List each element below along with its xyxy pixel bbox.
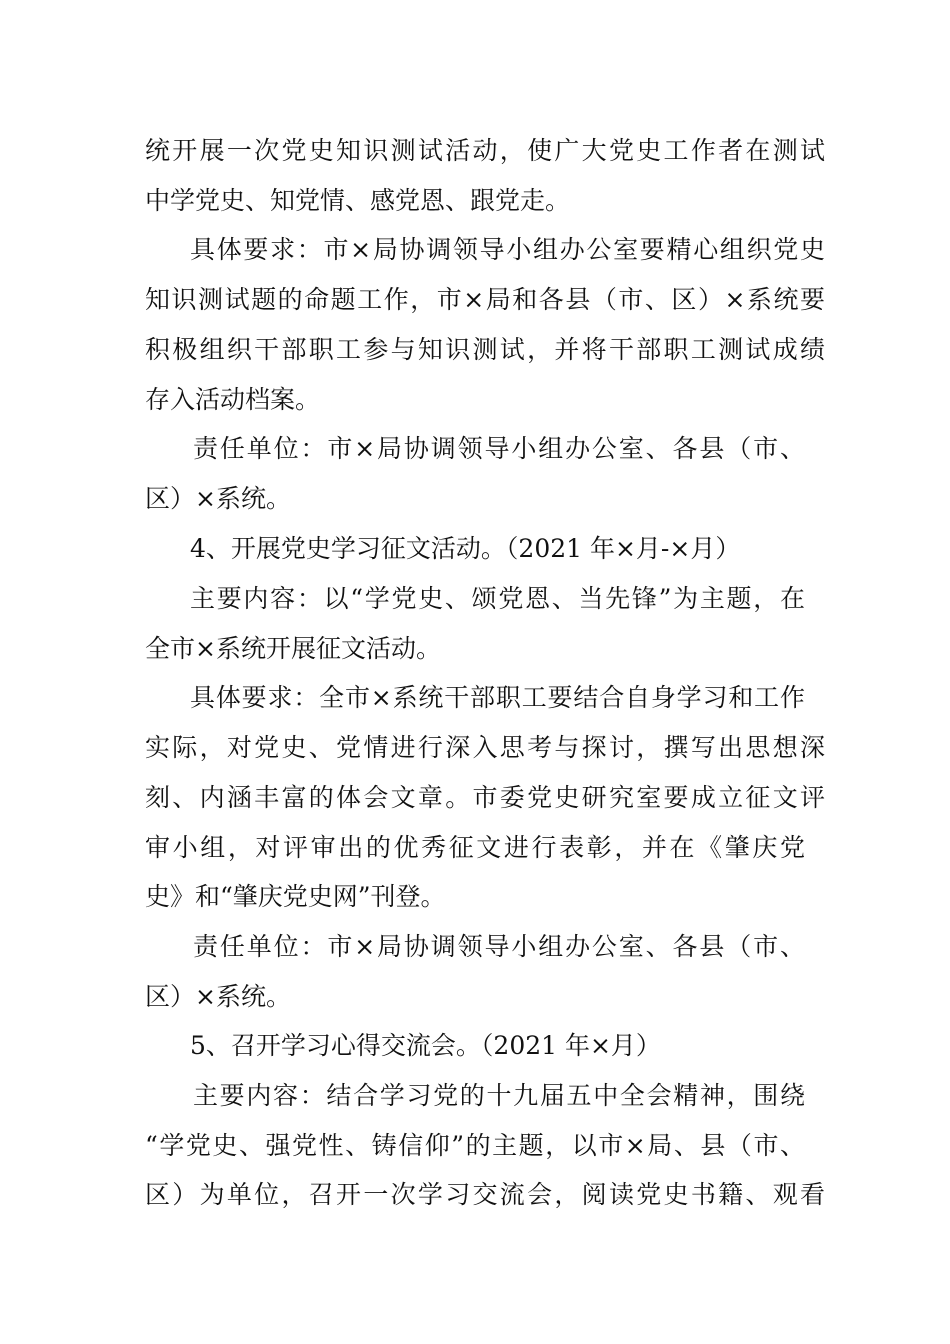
paragraph-start-line: 主要内容：结合学习党的十九届五中全会精神，围绕 (193, 1081, 805, 1110)
text-line: 区）×系统。 (145, 982, 291, 1011)
text-line: 积极组织干部职工参与知识测试，并将干部职工测试成绩 (145, 335, 825, 364)
text-line: 审小组，对评审出的优秀征文进行表彰，并在《肇庆党 (145, 833, 805, 862)
text-line: 区）为单位，召开一次学习交流会，阅读党史书籍、观看 (145, 1180, 825, 1209)
paragraph-start-line: 责任单位：市×局协调领导小组办公室、各县（市、 (193, 434, 805, 463)
text-line: 存入活动档案。 (145, 385, 321, 414)
text-line: “学党史、强党性、铸信仰”的主题，以市×局、县（市、 (145, 1131, 805, 1160)
text-line: 中学党史、知党情、感党恩、跟党走。 (145, 186, 571, 215)
section-heading: 4、开展党史学习征文活动。（2021 年×月-×月） (190, 534, 741, 563)
paragraph-start-line: 主要内容：以“学党史、颂党恩、当先锋”为主题，在 (190, 584, 805, 613)
text-line: 刻、内涵丰富的体会文章。市委党史研究室要成立征文评 (145, 783, 825, 812)
paragraph-start-line: 具体要求：市×局协调领导小组办公室要精心组织党史 (190, 235, 825, 264)
text-line: 统开展一次党史知识测试活动，使广大党史工作者在测试 (145, 136, 825, 165)
text-line: 区）×系统。 (145, 484, 291, 513)
paragraph-start-line: 责任单位：市×局协调领导小组办公室、各县（市、 (193, 932, 805, 961)
text-line: 知识测试题的命题工作，市×局和各县（市、区）×系统要 (145, 285, 825, 314)
text-line: 全市×系统开展征文活动。 (145, 634, 441, 663)
text-line: 实际，对党史、党情进行深入思考与探讨，撰写出思想深 (145, 733, 825, 762)
paragraph-start-line: 具体要求：全市×系统干部职工要结合自身学习和工作 (190, 683, 805, 712)
text-line: 史》和“肇庆党史网”刊登。 (145, 882, 446, 911)
section-heading: 5、召开学习心得交流会。（2021 年×月） (190, 1031, 661, 1060)
